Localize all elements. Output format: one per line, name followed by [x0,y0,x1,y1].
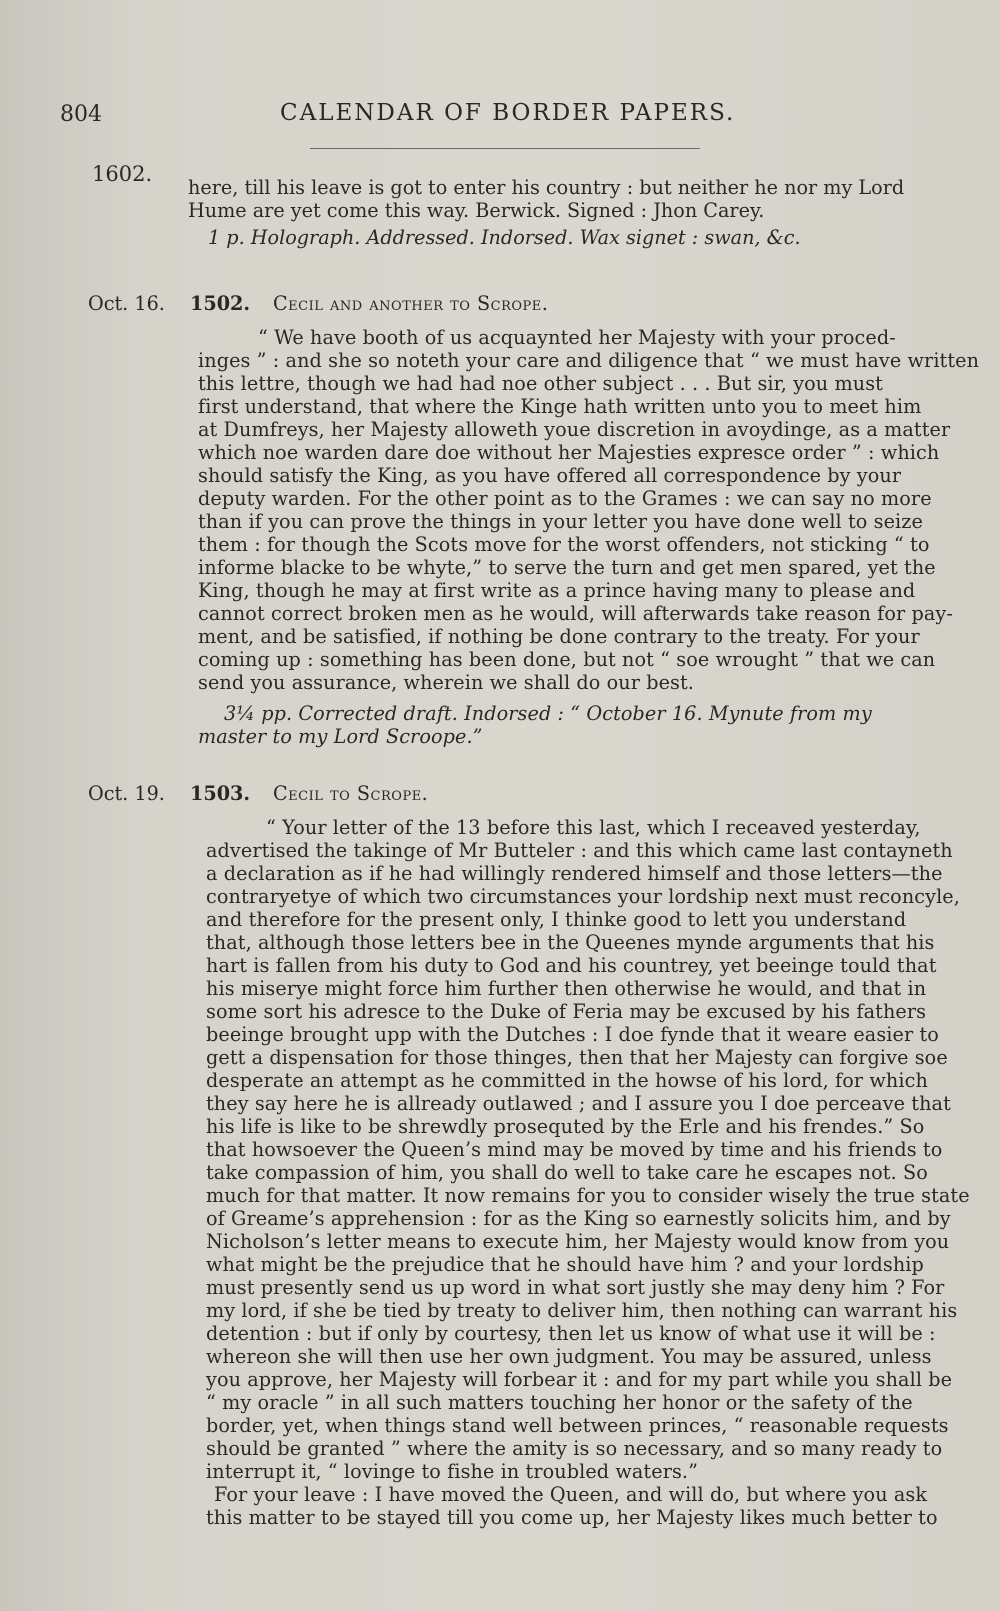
text-line: much for that matter. It now remains for you to consider wisely the true state [206,1184,970,1207]
document-note: 3¼ pp. Corrected draft. Indorsed : “ October 16. Mynute from my [224,702,872,725]
entry-number: 1503. [190,782,251,805]
text-line: beeinge brought upp with the Dutches : I doe fynde that it weare easier to [206,1023,939,1046]
header-rule [310,148,700,149]
entry-body [206,816,970,1529]
text-line: whereon she will then use her own judgment. You may be assured, unless [206,1345,932,1368]
text-line: ment, and be satisfied, if nothing be done contrary to the treaty. For your [198,625,920,648]
entry-heading [88,292,914,318]
text-line: his life is like to be shrewdly prosequted by the Erle and his frendes.” So [206,1115,925,1138]
text-line: at Dumfreys, her Majesty alloweth youe discretion in avoydinge, as a matter [198,418,951,441]
text-line: should be granted ” where the amity is so necessary, and so many ready to [206,1437,943,1460]
text-line: “ Your letter of the 13 before this last, which I receaved yesterday, [266,816,921,839]
entry-date: Oct. 16. [88,292,165,315]
entry-title: Cecil and another to Scrope. [273,292,549,315]
text-line: his miserye might force him further then otherwise he would, and that in [206,977,927,1000]
document-note: 1 p. Holograph. Addressed. Indorsed. Wax signet : swan, &c. [208,226,801,249]
text-line: “ my oracle ” in all such matters touching her honor or the safety of the [206,1391,913,1414]
text-line: that howsoever the Queen’s mind may be moved by time and his friends to [206,1138,943,1161]
text-line: first understand, that where the Kinge hath written unto you to meet him [198,395,922,418]
text-line: For your leave : I have moved the Queen, and will do, but where you ask [214,1483,928,1506]
text-line: should satisfy the King, as you have offered all correspondence by your [198,464,902,487]
text-line: “ We have booth of us acquaynted her Majesty with your proced- [258,326,896,349]
text-line: must presently send us up word in what sort justly she may deny him ? For [206,1276,945,1299]
entry-heading [88,782,914,808]
text-line: coming up : something has been done, but not “ soe wrought ” that we can [198,648,936,671]
entry-number: 1502. [190,292,251,315]
entry-body [198,326,980,748]
text-line: inges ” : and she so noteth your care and diligence that “ we must have written [198,349,980,372]
text-line: cannot correct broken men as he would, will afterwards take reason for pay- [198,602,953,625]
text-line: of Greame’s apprehension : for as the King so earnestly solicits him, and by [206,1207,951,1230]
text-line: deputy warden. For the other point as to the Grames : we can say no more [198,487,932,510]
text-line: a declaration as if he had willingly rendered himself and those letters—the [206,862,943,885]
text-line: Nicholson’s letter means to execute him, her Majesty would know from you [206,1230,950,1253]
page-number: 804 [60,102,102,127]
text-line: than if you can prove the things in your letter you have done well to seize [198,510,923,533]
continuation-paragraph [188,176,914,249]
text-line: advertised the takinge of Mr Butteler : and this which came last contayneth [206,839,953,862]
text-line: they say here he is allready outlawed ; and I assure you I doe perceave that [206,1092,951,1115]
text-line: you approve, her Majesty will forbear it : and for my part while you shall be [206,1368,953,1391]
text-line: them : for though the Scots move for the worst offenders, not sticking “ to [198,533,930,556]
text-line: informe blacke to be whyte,” to serve the turn and get men spared, yet the [198,556,936,579]
text-line: desperate an attempt as he committed in the howse of his lord, for which [206,1069,928,1092]
text-line: contraryetye of which two circumstances your lordship next must reconcyle, [206,885,960,908]
text-line: hart is fallen from his duty to God and his countrey, yet beeinge tould that [206,954,937,977]
text-line: which noe warden dare doe without her Majesties exprescе order ” : which [198,441,940,464]
text-line: gett a dispensation for those thinges, then that her Majesty can forgive soe [206,1046,948,1069]
text-line: some sort his adresce to the Duke of Feria may be excused by his fathers [206,1000,927,1023]
text-line: here, till his leave is got to enter his country : but neither he nor my Lord [188,176,905,199]
text-line: what might be the prejudice that he should have him ? and your lordship [206,1253,924,1276]
text-line: King, though he may at first write as a prince having many to please and [198,579,916,602]
text-line: detention : but if only by courtesy, then let us know of what use it will be : [206,1322,936,1345]
running-title: CALENDAR OF BORDER PAPERS. [280,100,736,126]
text-line: Hume are yet come this way. Berwick. Signed : Jhon Carey. [188,199,765,222]
text-line: border, yet, when things stand well between princes, “ reasonable requests [206,1414,949,1437]
text-line: take compassion of him, you shall do well to take care he escapes not. So [206,1161,928,1184]
text-line: interrupt it, “ lovinge to fishe in troubled waters.” [206,1460,699,1483]
entry-title: Cecil to Scrope. [273,782,429,805]
margin-year: 1602. [92,162,153,186]
text-line: this lettre, though we had had noe other subject . . . But sir, you must [198,372,883,395]
text-line: and therefore for the present only, I thinke good to lett you understand [206,908,907,931]
text-line: that, although those letters bee in the Queenes mynde arguments that his [206,931,935,954]
page-header [60,100,960,140]
text-line: my lord, if she be tied by treaty to deliver him, then nothing can warrant his [206,1299,958,1322]
entry-date: Oct. 19. [88,782,165,805]
text-line: this matter to be stayed till you come up, her Majesty likes much better to [206,1506,938,1529]
document-note: master to my Lord Scroope.” [198,725,483,748]
text-line: send you assurance, wherein we shall do our best. [198,671,695,694]
